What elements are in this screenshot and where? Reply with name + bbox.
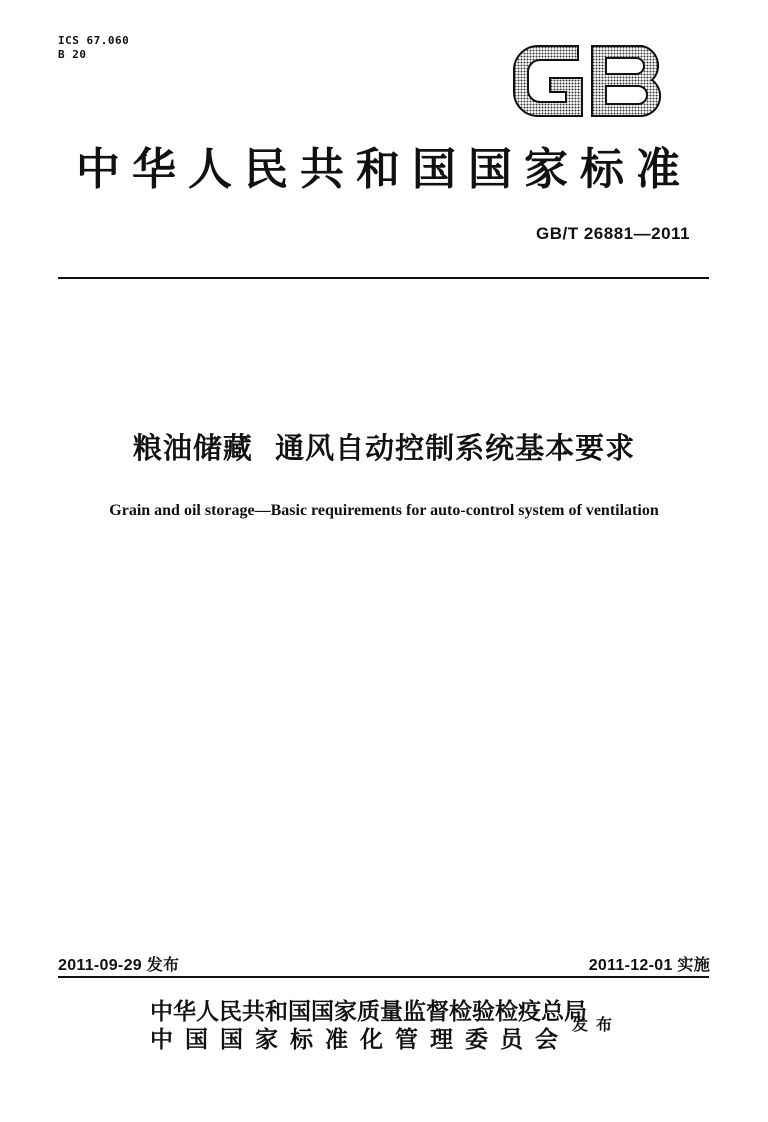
classification-code: B 20 bbox=[58, 48, 87, 61]
issuing-authority-1: 中华人民共和国国家质量监督检验检疫总局 bbox=[150, 998, 587, 1025]
implementation-date: 2011-12-01 实施 bbox=[588, 957, 710, 974]
header-divider bbox=[58, 277, 709, 279]
issuing-authority-2: 中国国家标准化管理委员会 bbox=[150, 1026, 570, 1053]
footer-divider bbox=[58, 976, 709, 978]
ics-code: ICS 67.060 bbox=[58, 34, 130, 47]
gb-logo bbox=[508, 40, 668, 122]
publish-label: 发布 bbox=[572, 1015, 621, 1034]
standard-number: GB/T 26881—2011 bbox=[536, 224, 690, 243]
document-title-english: Grain and oil storage—Basic requirements for auto-control system of ventilation bbox=[109, 502, 659, 519]
document-title-chinese: 粮油储藏 通风自动控制系统基本要求 bbox=[132, 431, 636, 465]
standard-title: 中华人民共和国国家标准 bbox=[76, 144, 692, 195]
issue-date: 2011-09-29 发布 bbox=[58, 957, 180, 974]
